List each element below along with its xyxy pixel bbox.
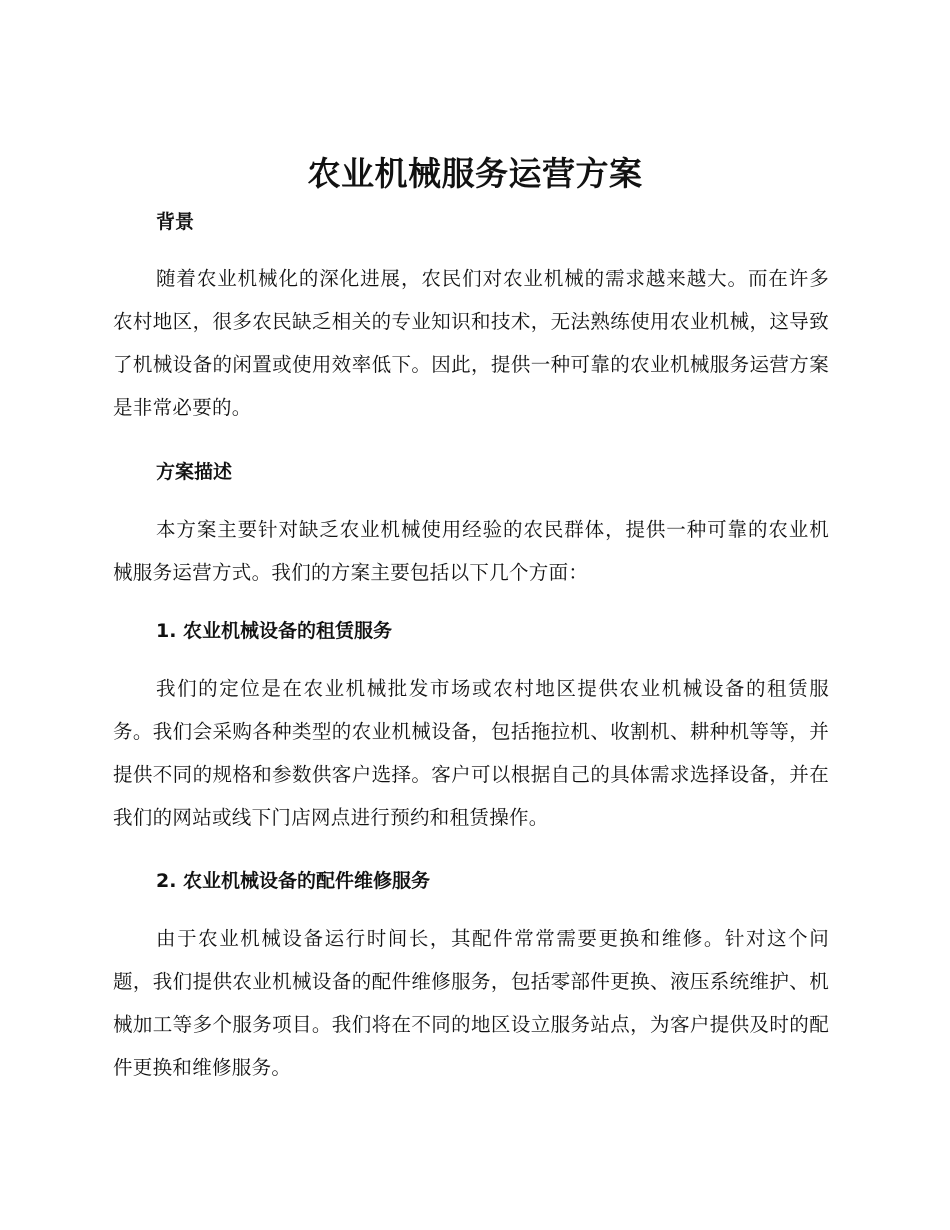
- section-paragraph-rental-service: 我们的定位是在农业机械批发市场或农村地区提供农业机械设备的租赁服务。我们会采购各种类型的农业机械设备，包括拖拉机、收割机、耕种机等等，并提供不同的规格和参数供客户选择。客户可以根据自己的具体需求选择设备，并在我们的网站或线下门店网点进行预约和租赁操作。: [113, 677, 829, 829]
- section-paragraph-background: 随着农业机械化的深化进展，农民们对农业机械的需求越来越大。而在许多农村地区，很多农民缺乏相关的专业知识和技术，无法熟练使用农业机械，这导致了机械设备的闲置或使用效率低下。因此，提供一种可靠的农业机械服务运营方案是非常必要的。: [113, 267, 829, 419]
- section-heading-parts-repair-service: 2. 农业机械设备的配件维修服务: [156, 870, 431, 892]
- section-heading-rental-service: 1. 农业机械设备的租赁服务: [156, 620, 393, 642]
- section-paragraph-plan-description: 本方案主要针对缺乏农业机械使用经验的农民群体，提供一种可靠的农业机械服务运营方式。我们的方案主要包括以下几个方面：: [113, 518, 829, 584]
- section-paragraph-parts-repair-service: 由于农业机械设备运行时间长，其配件常常需要更换和维修。针对这个问题，我们提供农业机械设备的配件维修服务，包括零部件更换、液压系统维护、机械加工等多个服务项目。我们将在不同的地区设立服务站点，为客户提供及时的配件更换和维修服务。: [113, 927, 829, 1079]
- document-title: 农业机械服务运营方案: [307, 154, 643, 193]
- section-heading-background: 背景: [156, 211, 195, 233]
- section-heading-plan-description: 方案描述: [156, 461, 233, 483]
